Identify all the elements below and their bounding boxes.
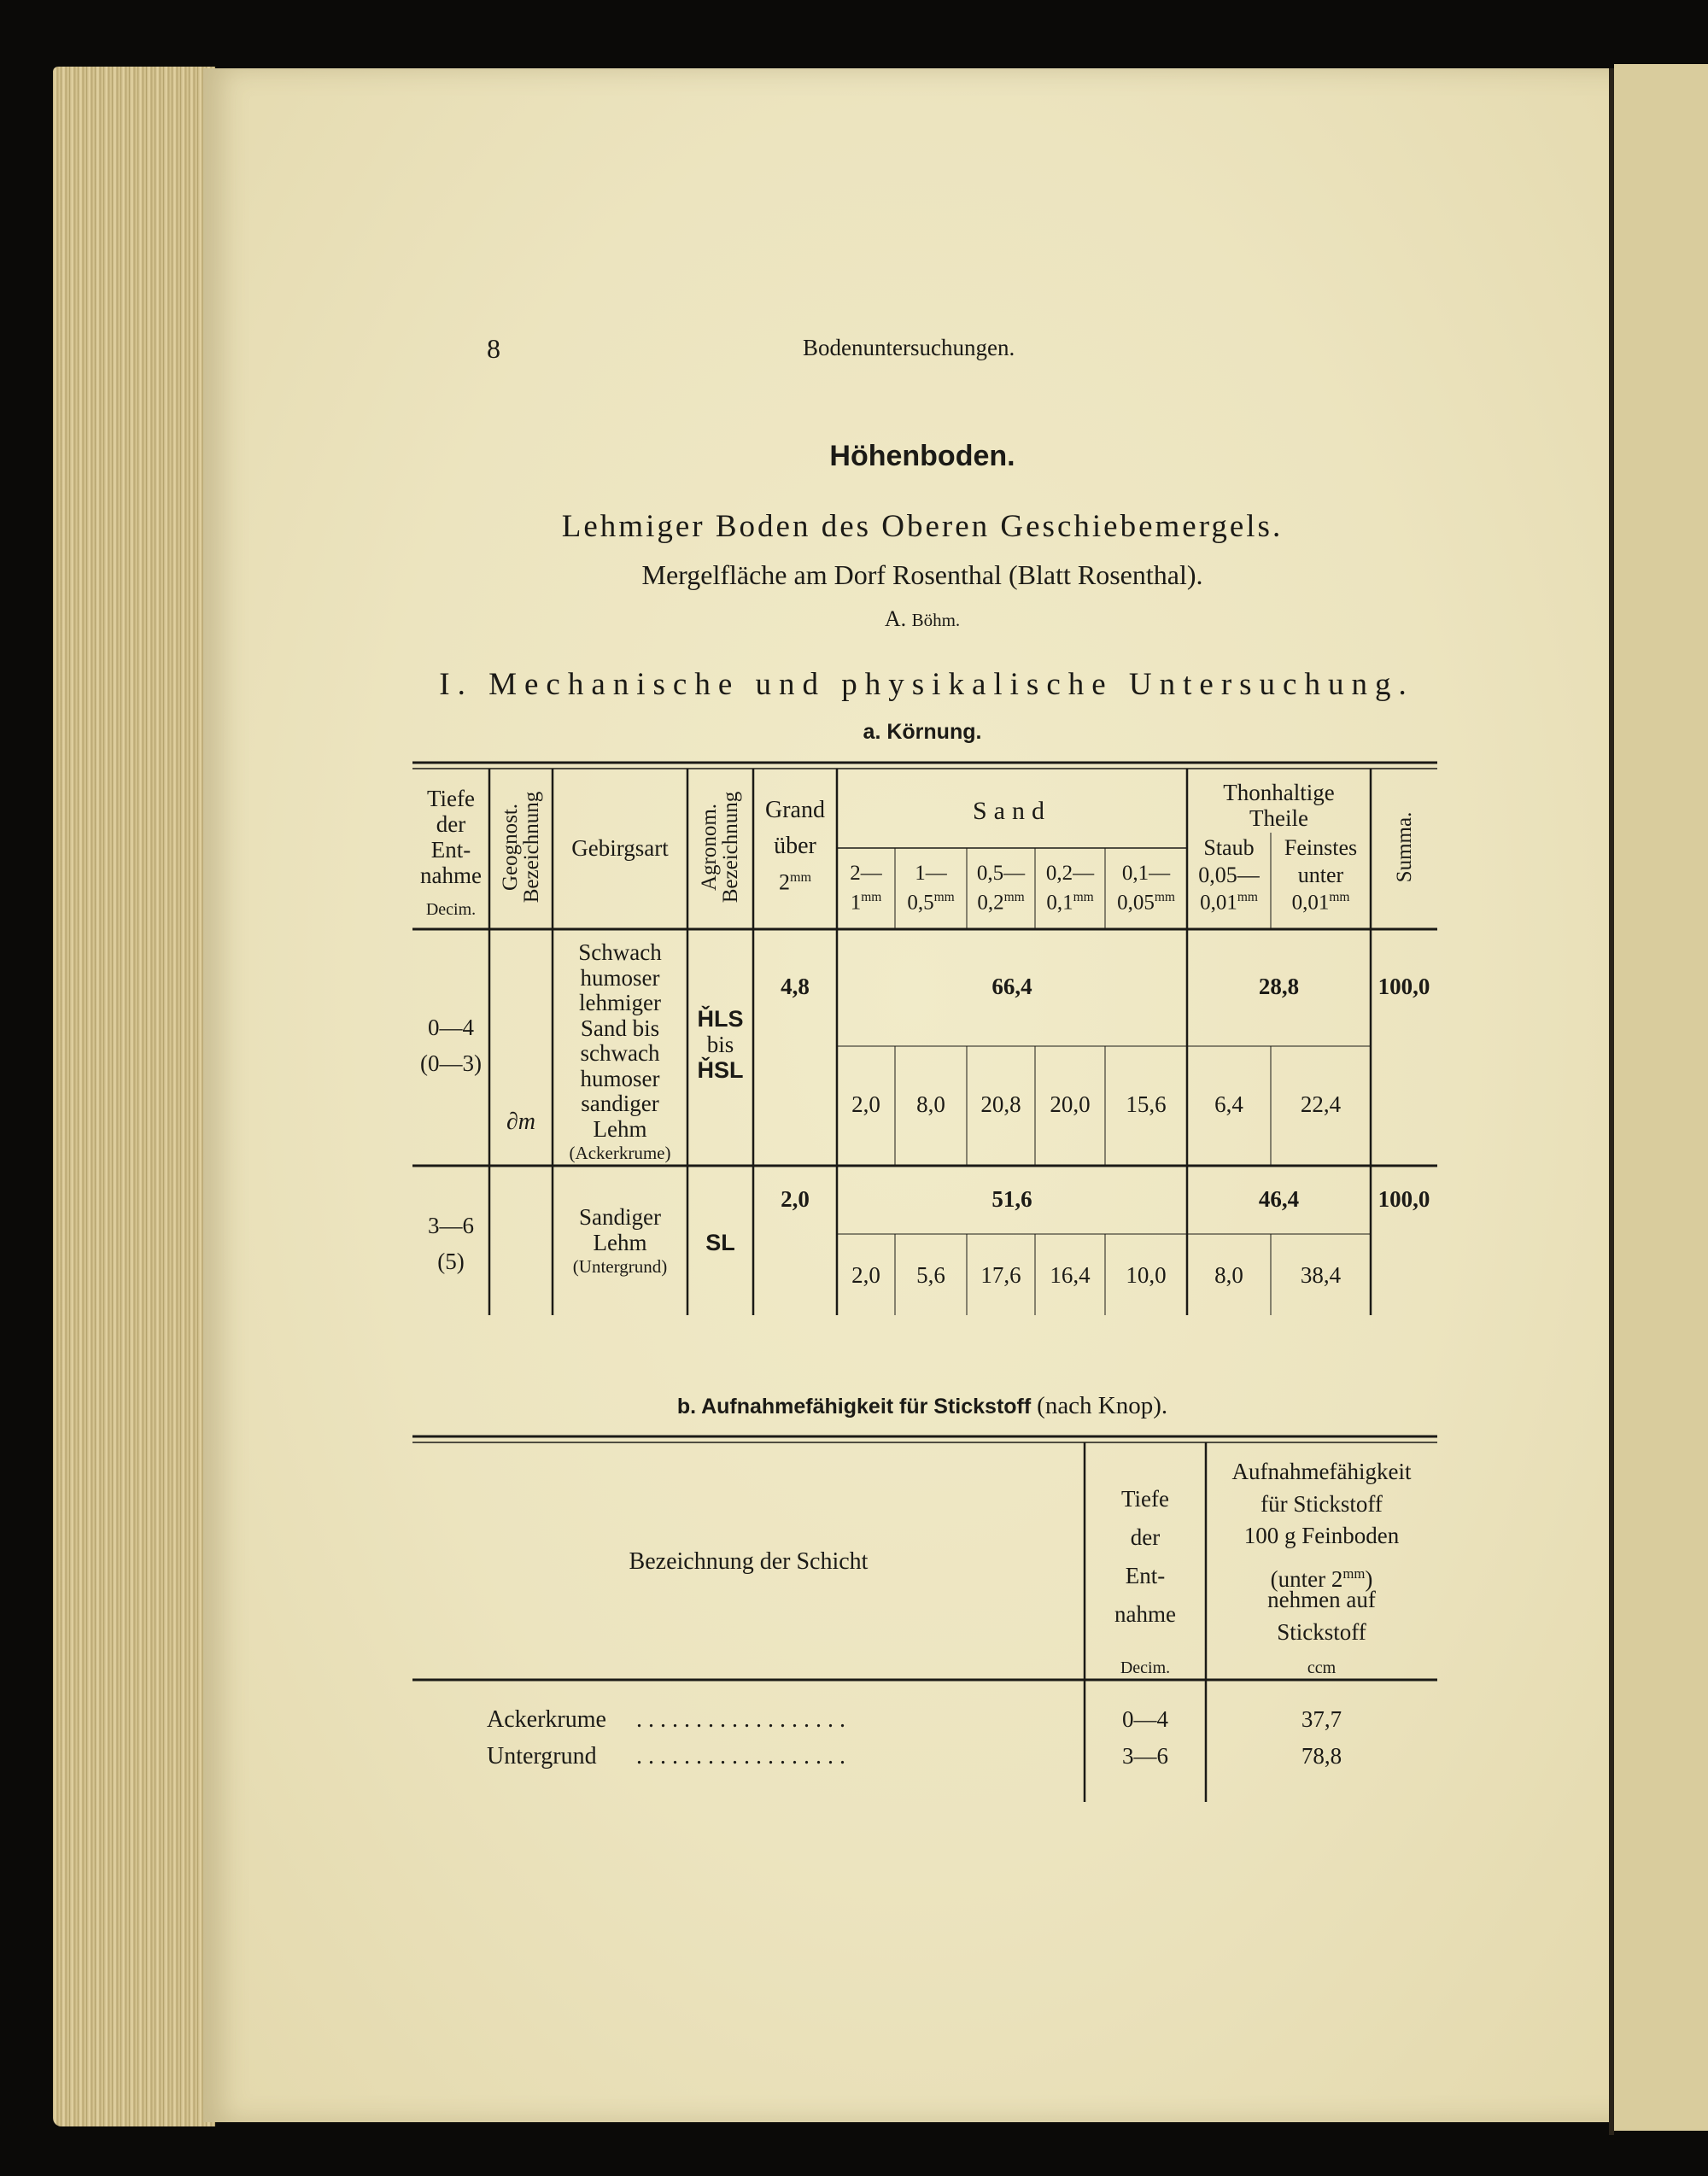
grand-header-unit	[753, 871, 837, 894]
author-name: Böhm.	[911, 610, 961, 630]
row-0-agronom-2: ȞSL	[697, 1057, 744, 1083]
page-number: 8	[487, 333, 500, 364]
tiefe-header-1: der	[436, 811, 466, 837]
thon-col-header-mid-1: unter	[1297, 863, 1344, 887]
running-head: Bodenuntersuchungen.	[803, 335, 1015, 360]
sand-col-unit-1	[895, 891, 967, 913]
row-0-sand-1: 8,0	[916, 1091, 945, 1117]
sand-col-unit-3-value: 0,1	[1046, 891, 1073, 915]
aufnahme-header-3-c: )	[1365, 1565, 1373, 1592]
b-row-0-wert: 37,7	[1301, 1706, 1342, 1732]
aufnahme-header-4: nehmen auf	[1267, 1587, 1376, 1612]
row-0-agronom-0: ȞLS	[697, 1006, 744, 1032]
row-0-grand: 4,8	[781, 974, 810, 999]
gebirgsart-header-0: Gebirgsart	[571, 835, 669, 861]
sand-col-header-2: 0,5—	[976, 862, 1026, 885]
thon-col-unit-1-value: 0,01	[1291, 891, 1330, 915]
grand-header-unit-unit: mm	[789, 870, 812, 885]
sand-col-header-4: 0,1—	[1121, 862, 1171, 885]
sand-col-unit-4	[1105, 891, 1187, 913]
row-0-gebirgsart-2: lehmiger	[579, 990, 661, 1015]
row-0-gebirgsart-0: Schwach	[578, 939, 662, 965]
row-1-sand-3: 16,4	[1050, 1262, 1091, 1288]
thon-header-1: Theile	[1249, 805, 1308, 831]
b-row-1-wert: 78,8	[1301, 1743, 1342, 1769]
row-1-sand-2: 17,6	[980, 1262, 1021, 1288]
row-0-gebirgsart-5: humoser	[580, 1065, 660, 1091]
row-0-gebirgsart-3: Sand bis	[580, 1015, 660, 1041]
table-b-caption-rest: (nach Knop).	[1037, 1392, 1168, 1419]
tiefe-b-header-0: Tiefe	[1120, 1486, 1169, 1512]
row-1-tiefe-alt: (5)	[437, 1249, 465, 1274]
sand-col-unit-1-value: 0,5	[907, 891, 934, 915]
b-row-1-schicht: Untergrund	[487, 1743, 597, 1769]
sand-col-unit-3-unit: mm	[1073, 890, 1094, 904]
sand-col-header-1: 1—	[915, 862, 947, 885]
row-1-gebirgsart-1: Lehm	[593, 1229, 647, 1255]
thon-col-unit-0-unit: mm	[1237, 890, 1258, 904]
row-0-sand-4: 15,6	[1126, 1091, 1167, 1117]
sand-col-unit-2	[967, 891, 1035, 913]
row-0-gebirgsart-7: Lehm	[593, 1115, 647, 1142]
sand-col-unit-0-value: 1	[850, 891, 862, 915]
agronom-header-0: Agronom.	[698, 803, 721, 892]
row-0-gebirgsart-4: schwach	[580, 1040, 660, 1066]
geognost-symbol: ∂m	[506, 1108, 536, 1135]
row-0-sand-2: 20,8	[980, 1091, 1021, 1117]
row-1-sand-total: 51,6	[991, 1186, 1032, 1212]
aufnahme-header-3-unit: mm	[1342, 1565, 1366, 1582]
aufnahme-header-0: Aufnahmefähigkeit	[1231, 1459, 1412, 1484]
row-0-tiefe: 0—4	[428, 1015, 474, 1040]
page-title: Höhenboden.	[829, 440, 1015, 472]
tiefe-b-unit: Decim.	[1120, 1658, 1171, 1677]
tiefe-b-header-1: der	[1130, 1524, 1161, 1550]
table-b-caption-bold: b. Aufnahmefähigkeit für Stickstoff	[676, 1395, 1038, 1418]
author-initial: A.	[884, 606, 907, 631]
table-a-caption: a. Körnung.	[863, 720, 982, 744]
row-0-gebirgsart-note: (Ackerkrume)	[569, 1143, 671, 1163]
row-1-thon-0: 8,0	[1214, 1262, 1243, 1288]
row-1-gebirgsart-0: Sandiger	[579, 1204, 661, 1230]
sand-col-unit-2-unit: mm	[1003, 890, 1025, 904]
row-0-sand-3: 20,0	[1050, 1091, 1091, 1117]
b-row-0-dots: . . . . . . . . . . . . . . . . . .	[636, 1706, 845, 1733]
tiefe-header-3: nahme	[420, 863, 482, 888]
row-0-thon-total: 28,8	[1258, 974, 1300, 999]
row-0-tiefe-alt: (0—3)	[420, 1050, 482, 1076]
row-1-gebirgsart-note: (Untergrund)	[572, 1256, 668, 1277]
grand-header-1: über	[774, 833, 816, 859]
thon-col-header-mid-0: 0,05—	[1198, 863, 1260, 887]
row-0-agronom-1: bis	[706, 1032, 734, 1057]
soil-subtitle: Lehmiger Boden des Oberen Geschiebemergels.	[561, 509, 1284, 544]
row-0-summa: 100,0	[1378, 974, 1430, 999]
row-1-grand: 2,0	[781, 1186, 810, 1212]
thon-header-0: Thonhaltige	[1223, 780, 1335, 805]
row-0-gebirgsart-1: humoser	[580, 964, 660, 991]
sand-col-unit-3	[1035, 891, 1105, 913]
sand-col-header-3: 0,2—	[1045, 862, 1095, 885]
geognost-header-1: Bezeichnung	[520, 791, 543, 904]
sand-col-unit-0-unit: mm	[861, 890, 882, 904]
thon-col-header-0: Staub	[1203, 835, 1255, 860]
table-b-caption	[410, 1394, 1435, 1418]
row-1-tiefe: 3—6	[428, 1213, 474, 1238]
thon-col-unit-1-unit: mm	[1329, 890, 1350, 904]
locality-line: Mergelfläche am Dorf Rosenthal (Blatt Rosenthal).	[641, 559, 1203, 590]
sand-col-unit-4-unit: mm	[1154, 890, 1175, 904]
row-1-summa: 100,0	[1378, 1186, 1430, 1212]
sand-header: Sand	[973, 797, 1051, 825]
row-0-thon-1: 22,4	[1300, 1091, 1342, 1117]
aufnahme-header-3-a: (unter 2	[1270, 1565, 1343, 1592]
sand-col-unit-0	[837, 891, 895, 913]
section-heading: I. Mechanische und physikalische Untersuchung.	[439, 667, 1414, 702]
row-1-thon-total: 46,4	[1258, 1186, 1300, 1212]
row-0-thon-0: 6,4	[1214, 1091, 1243, 1117]
schicht-header: Bezeichnung der Schicht	[629, 1548, 869, 1575]
row-1-sand-4: 10,0	[1126, 1262, 1167, 1288]
aufnahme-header-1: für Stickstoff	[1261, 1490, 1383, 1517]
tiefe-b-header-3: nahme	[1114, 1601, 1176, 1627]
sand-col-unit-2-value: 0,2	[977, 891, 1004, 915]
b-row-1-tiefe: 3—6	[1122, 1743, 1168, 1769]
sand-col-header-0: 2—	[850, 862, 882, 885]
b-row-1-dots: . . . . . . . . . . . . . . . . . .	[636, 1743, 845, 1769]
grand-header-0: Grand	[765, 797, 825, 823]
aufnahme-header-5: Stickstoff	[1277, 1618, 1366, 1645]
row-1-thon-1: 38,4	[1300, 1262, 1342, 1288]
row-0-gebirgsart-6: sandiger	[581, 1091, 659, 1116]
thon-col-unit-1	[1271, 891, 1371, 913]
row-0-sand-total: 66,4	[991, 974, 1032, 999]
row-1-sand-0: 2,0	[851, 1262, 880, 1288]
tiefe-unit: Decim.	[425, 900, 477, 919]
sand-col-unit-1-unit: mm	[933, 890, 955, 904]
agronom-header-1: Bezeichnung	[719, 791, 742, 904]
tiefe-b-header-2: Ent-	[1125, 1563, 1166, 1588]
grand-header-unit-value: 2	[778, 869, 790, 895]
thon-col-unit-0-value: 0,01	[1200, 891, 1237, 915]
b-row-0-schicht: Ackerkrume	[487, 1706, 606, 1733]
thon-col-header-1: Feinstes	[1284, 835, 1358, 860]
row-1-agronom-0: SL	[705, 1230, 735, 1255]
thon-col-unit-0	[1187, 891, 1271, 913]
tiefe-header-2: Ent-	[430, 837, 471, 863]
tiefe-header-0: Tiefe	[426, 786, 475, 811]
geognost-header-0: Geognost.	[499, 803, 522, 892]
row-0-sand-0: 2,0	[851, 1091, 880, 1117]
aufnahme-unit: ccm	[1307, 1658, 1337, 1677]
summa-header: Summa.	[1393, 811, 1416, 883]
sand-col-unit-4-value: 0,05	[1117, 891, 1155, 915]
aufnahme-header-2: 100 g Feinboden	[1243, 1523, 1400, 1548]
b-row-0-tiefe: 0—4	[1122, 1706, 1168, 1732]
row-1-sand-1: 5,6	[916, 1262, 945, 1288]
